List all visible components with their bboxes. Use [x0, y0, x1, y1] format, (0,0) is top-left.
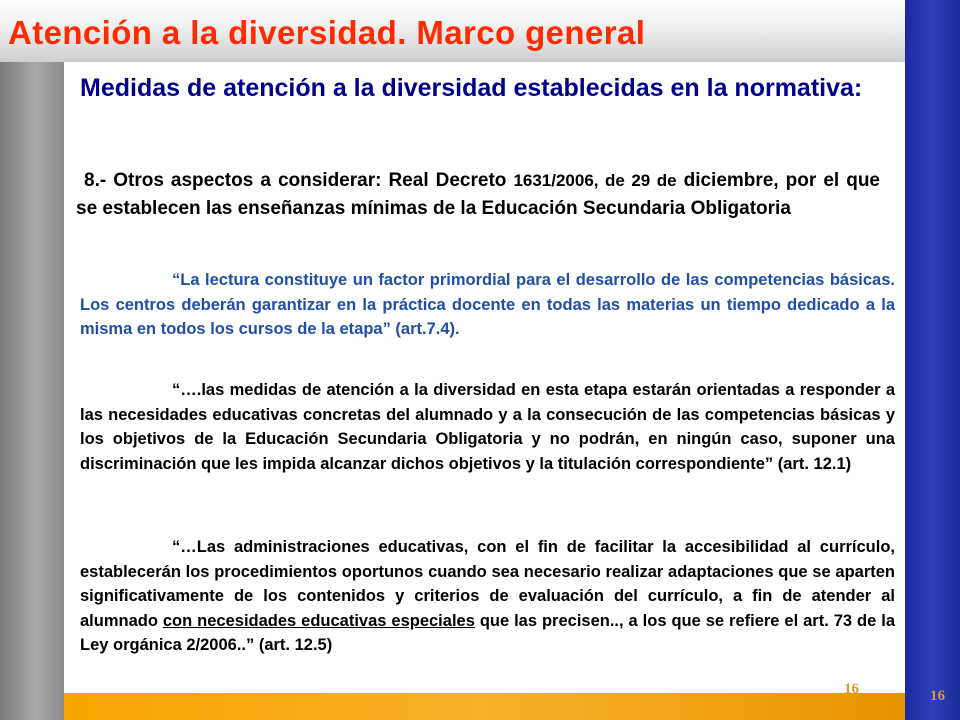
- section-8-part1: 8.- Otros aspectos a considerar: Real Decreto: [84, 170, 514, 191]
- left-decorative-bar: [0, 62, 64, 720]
- quote3-after: que las precisen.., a los que se refiere el art. 73 de la Ley orgánica 2/2006..” (art. 12.5): [80, 611, 895, 654]
- quote-lectura: “La lectura constituye un factor primordial para el desarrollo de las competencias básicas. Los centros deberán garantizar en la práctica docente en todas las materias un tiempo dedicado a la misma en todos los cursos de la etapa” (art.7.4).: [80, 271, 895, 338]
- quote-administraciones: [80, 535, 895, 658]
- section-8-paragraph: [76, 167, 880, 223]
- quote3-underlined: con necesidades educativas especiales: [162, 611, 475, 630]
- bottom-decorative-bar: [64, 693, 905, 720]
- quote3-before: “…Las administraciones educativas, con el fin de facilitar la accesibilidad al currículo, establecerán los procedimientos oportunos cuando sea necesario realizar adaptaciones que se aparten significativamente de los contenidos y criterios de evaluación del currículo, a fin de atender al alumnado: [80, 538, 895, 630]
- section-8-part2: 1631/2006, de 29 de: [513, 171, 677, 190]
- section-heading: Medidas de atención a la diversidad establecidas en la normativa:: [80, 74, 863, 102]
- section-8-part3: diciembre, por el que se establecen las enseñanzas mínimas de la Educación Secundaria Obligatoria: [76, 170, 880, 219]
- slide-title: Atención a la diversidad. Marco general: [8, 14, 646, 51]
- page-number-right: 16: [930, 688, 945, 704]
- slide-content: [64, 62, 905, 693]
- page-number-left: 16: [844, 681, 859, 697]
- right-decorative-bar: [905, 0, 960, 720]
- quote-medidas-diversidad: “….las medidas de atención a la diversidad en esta etapa estarán orientadas a responder a las necesidades educativas concretas del alumnado y a la consecución de las competencias básicas y los objetivos de la Educación Secundaria Obligatoria y no podrán, en ningún caso, suponer una discriminación que les impida alcanzar dichos objetivos y la titulación correspondiente” (art. 12.1): [80, 381, 895, 473]
